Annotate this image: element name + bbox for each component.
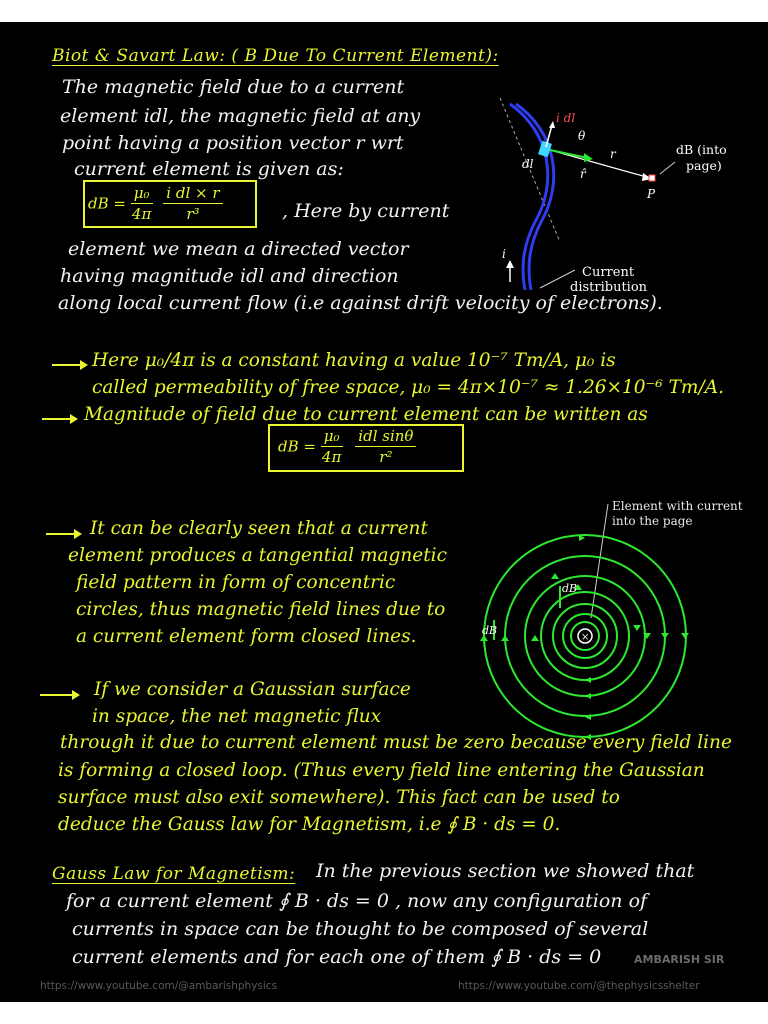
gauss-line-6: deduce the Gauss law for Magnetism, i.e ∮ B · ds = 0. bbox=[58, 814, 561, 835]
label-dl: dl bbox=[522, 157, 534, 171]
intro-line-1: The magnetic field due to a current bbox=[62, 76, 405, 98]
heading-gauss-law: Gauss Law for Magnetism: bbox=[52, 864, 296, 884]
label-r: r bbox=[610, 147, 616, 161]
gauss-para-line-1: for a current element ∮ B · ds = 0 , now any configuration of bbox=[66, 890, 648, 912]
gauss-line-3: through it due to current element must be zero because every field line bbox=[60, 732, 732, 753]
note-line-2: called permeability of free space, μ₀ = 4π×10⁻⁷ ≈ 1.26×10⁻⁶ Tm/A. bbox=[92, 377, 724, 398]
gauss-para-line-2: currents in space can be thought to be composed of several bbox=[72, 918, 649, 940]
formula-2-fraction: idl sinθ r² bbox=[355, 427, 416, 466]
element-line-2: having magnitude idl and direction bbox=[60, 265, 399, 287]
pointer-line bbox=[591, 504, 608, 618]
tangential-line-5: a current element form closed lines. bbox=[76, 626, 417, 647]
element-line-1: element we mean a directed vector bbox=[68, 238, 409, 260]
label-db-into: dB (into bbox=[676, 142, 727, 157]
label-p: P bbox=[647, 187, 656, 201]
fig2-label-2: into the page bbox=[612, 514, 693, 528]
notes-board bbox=[0, 22, 768, 1002]
label-idl: i dl bbox=[556, 111, 576, 125]
tangential-line-3: field pattern in form of concentric bbox=[76, 572, 396, 593]
element-line-3: along local current flow (i.e against drift velocity of electrons). bbox=[58, 292, 663, 314]
bullet-arrow-3 bbox=[44, 528, 84, 540]
label-theta: θ bbox=[578, 129, 586, 143]
gauss-para-line-3: current elements and for each one of them ∮ B · ds = 0 bbox=[72, 946, 602, 968]
label-db-left: dB bbox=[482, 624, 498, 637]
formula-2 bbox=[278, 427, 416, 466]
watermark-url-right[interactable]: https://www.youtube.com/@thephysicsshelter bbox=[458, 980, 700, 992]
tangential-line-4: circles, thus magnetic field lines due to bbox=[76, 599, 446, 620]
formula-2-coef: $\frac{\text{μ₀}}{4\pi}$ bbox=[321, 427, 342, 466]
note-line-1: Here μ₀/4π is a constant having a value 10⁻⁷ Tm/A, μ₀ is bbox=[92, 350, 616, 371]
label-db-page: page) bbox=[686, 158, 722, 173]
bullet-arrow-1 bbox=[50, 359, 90, 371]
label-i: i bbox=[502, 247, 506, 261]
watermark-url-left[interactable]: https://www.youtube.com/@ambarishphysics bbox=[40, 980, 278, 992]
bullet-arrow-4 bbox=[38, 689, 82, 701]
fig2-label-1: Element with current bbox=[612, 499, 743, 513]
tangential-line-1: It can be clearly seen that a current bbox=[90, 518, 428, 539]
formula-1-fraction: $\frac{\text{i dl × r}}{\text{r³}}$ bbox=[163, 184, 222, 223]
watermark-ambarish-sir: AMBARISH SIR bbox=[634, 953, 725, 966]
field-lines-figure bbox=[480, 500, 710, 740]
intro-line-2: element idl, the magnetic field at any bbox=[60, 105, 421, 127]
formula-1-coef: $\frac{\text{μ₀}}{4\pi}$ bbox=[131, 184, 152, 223]
label-distribution: distribution bbox=[570, 280, 648, 292]
label-rhat: r̂ bbox=[580, 167, 586, 181]
intro-line-3: point having a position vector r wrt bbox=[62, 132, 404, 154]
rhat-arrow bbox=[550, 150, 588, 158]
gauss-line-5: surface must also exit somewhere). This fact can be used to bbox=[58, 787, 620, 808]
formula-1 bbox=[88, 184, 223, 223]
bullet-arrow-2 bbox=[40, 413, 80, 425]
formula-2-lhs: dB = bbox=[278, 437, 316, 456]
svg-text:×: × bbox=[581, 632, 590, 643]
intro-line-4: current element is given as: bbox=[74, 158, 344, 180]
label-db-top: dB bbox=[562, 582, 578, 595]
gauss-line-2: in space, the net magnetic flux bbox=[92, 706, 382, 727]
heading-biot-savart: Biot & Savart Law: ( B Due To Current Element): bbox=[52, 46, 499, 66]
gauss-line-4: is forming a closed loop. (Thus every field line entering the Gaussian bbox=[58, 760, 705, 781]
current-element-figure bbox=[480, 92, 750, 292]
point-p-marker bbox=[649, 175, 655, 181]
formula-1-lhs: dB = bbox=[88, 194, 126, 213]
formula-1-continuation: , Here by current bbox=[282, 200, 450, 222]
note-line-3: Magnitude of field due to current element can be written as bbox=[84, 404, 648, 425]
gauss-line-1: If we consider a Gaussian surface bbox=[94, 679, 411, 700]
label-current: Current bbox=[582, 265, 635, 280]
gauss-para-first: In the previous section we showed that bbox=[316, 860, 695, 882]
r-vector-line bbox=[550, 150, 650, 178]
tangential-line-2: element produces a tangential magnetic bbox=[68, 545, 447, 566]
